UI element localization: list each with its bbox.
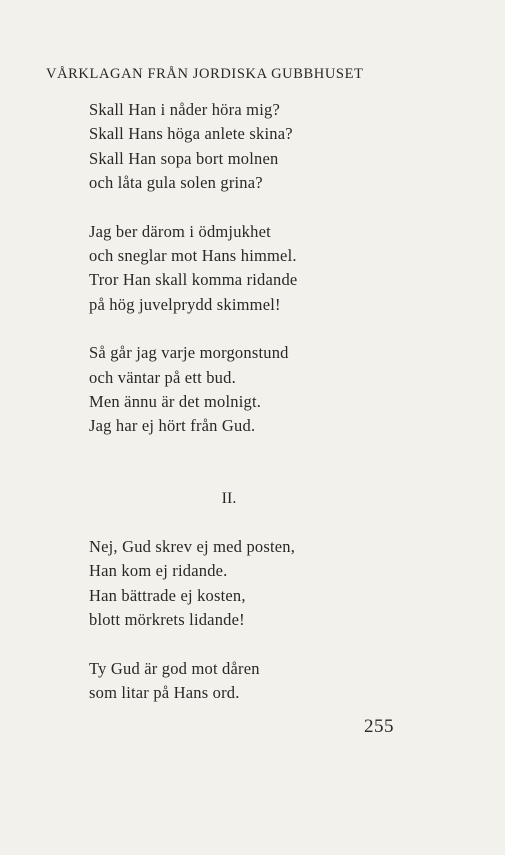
stanza-1 [89, 98, 469, 196]
section-number: II. [221, 489, 237, 507]
poem-line: Nej, Gud skrev ej med posten, [89, 536, 296, 556]
poem-line: Tror Han skall komma ridande [89, 270, 298, 290]
poem-line: Skall Hans höga anlete skina? [89, 124, 293, 144]
poem-line: och låta gula solen grina? [89, 173, 263, 193]
poem-line: och sneglar mot Hans himmel. [89, 246, 297, 266]
page-number: 255 [364, 716, 394, 737]
poem-line: Men ännu är det molnigt. [89, 392, 262, 412]
poem-line: som litar på Hans ord. [89, 682, 240, 702]
stanza-5 [89, 657, 469, 706]
poem-line: Han kom ej ridande. [89, 561, 228, 581]
poem-line: Skall Han i nåder höra mig? [89, 100, 280, 119]
poem-line: Jag ber därom i ödmjukhet [89, 221, 271, 241]
stanza-4 [89, 535, 469, 633]
poem-line: Skall Han sopa bort molnen [89, 148, 279, 168]
poem-line: på hög juvelprydd skimmel! [89, 294, 281, 314]
poem-line: och väntar på ett bud. [89, 367, 236, 387]
stanza-2 [89, 220, 469, 318]
poem [89, 98, 469, 729]
poem-line: Jag har ej hört från Gud. [89, 416, 256, 436]
poem-line: Han bättrade ej kosten, [89, 585, 246, 605]
poem-line: blott mörkrets lidande! [89, 610, 245, 630]
poem-line: Ty Gud är god mot dåren [89, 658, 260, 678]
running-title: VÅRKLAGAN FRÅN JORDISKA GUBBHUSET [46, 66, 364, 82]
stanza-3 [89, 341, 469, 439]
poem-line: Så går jag varje morgonstund [89, 343, 289, 363]
